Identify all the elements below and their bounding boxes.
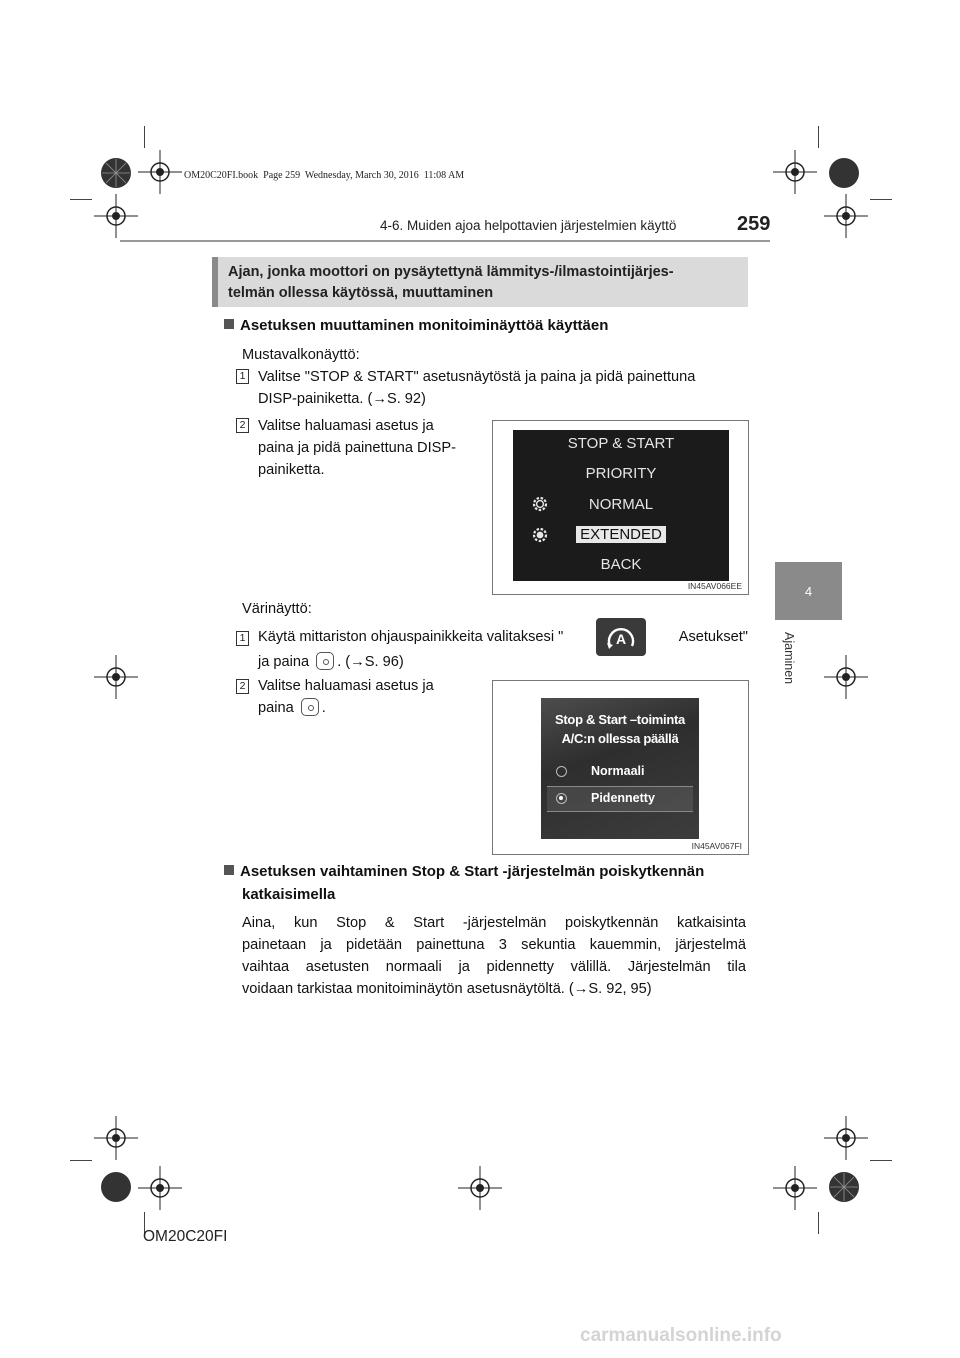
- bullet-square-icon: [224, 865, 234, 875]
- registration-mark-icon: [458, 1166, 502, 1210]
- section-title-box: [212, 257, 748, 307]
- body-paragraph: Aina, kun Stop & Start -järjestelmän poiskytkennän katkaisinta painetaan ja pidetään painettuna 3 sekuntia kauemmin, järjestelmä vaihtaa asetusten normaali ja pidennetty välillä. Järjestelmän tila voidaan tarkistaa monitoiminäytön asetusnäytöltä. (→S. 92, 95): [242, 915, 746, 997]
- step-text: Valitse "STOP & START" asetusnäytöstä ja paina ja pidä painettuna DISP-painiketta. (→S. 92): [258, 369, 696, 407]
- subsection-heading: Asetuksen muuttaminen monitoiminäyttöä käyttäen: [224, 314, 608, 337]
- mono-display-screen: [513, 430, 729, 581]
- color-target-icon: [101, 1172, 131, 1202]
- mono-display-label: Mustavalkonäyttö:: [242, 347, 360, 363]
- watermark: carmanualsonline.info: [580, 1325, 782, 1346]
- ok-button-icon: [316, 652, 334, 670]
- stop-start-icon: [596, 618, 646, 656]
- registration-mark-icon: [773, 150, 817, 194]
- step-number: 1: [236, 369, 249, 384]
- svg-text:A: A: [615, 631, 627, 647]
- color-display-figure: [492, 680, 749, 855]
- color-target-icon: [101, 158, 131, 188]
- crop-mark: [870, 199, 892, 200]
- book-stamp: OM20C20FI.book Page 259 Wednesday, March 30, 2016 11:08 AM: [184, 170, 465, 181]
- subsection-heading: Asetuksen vaihtaminen Stop & Start -järjestelmän poiskytkennän katkaisimella: [224, 860, 754, 906]
- registration-mark-icon: [94, 194, 138, 238]
- radio-off-icon: [556, 766, 567, 777]
- registration-mark-icon: [824, 655, 868, 699]
- registration-mark-icon: [94, 655, 138, 699]
- figure-code: IN45AV066EE: [687, 581, 742, 591]
- bullet-square-icon: [224, 319, 234, 329]
- running-header: 4-6. Muiden ajoa helpottavien järjestelmien käyttö: [380, 218, 677, 233]
- step-number: 2: [236, 418, 249, 433]
- crop-mark: [818, 126, 819, 148]
- chapter-number: 4: [804, 583, 813, 599]
- header-rule: [120, 240, 770, 242]
- step-text: Valitse haluamasi asetus ja paina ja pidä painettuna DISP- painiketta.: [258, 418, 456, 478]
- page-number: 259: [737, 213, 771, 235]
- section-title-line: Ajan, jonka moottori on pysäytettynä lämmitys-/ilmastointijärjes-: [228, 264, 674, 280]
- crop-mark: [70, 199, 92, 200]
- crop-mark: [70, 1160, 92, 1161]
- mono-menu-item: PRIORITY: [585, 465, 657, 482]
- figure-code: IN45AV067FI: [691, 841, 742, 851]
- mono-menu-item: NORMAL: [588, 496, 654, 513]
- registration-mark-icon: [824, 1116, 868, 1160]
- color-display-screen: [541, 698, 699, 839]
- step-text: Valitse haluamasi asetus ja paina .: [258, 678, 434, 716]
- registration-mark-icon: [824, 194, 868, 238]
- radio-on-icon: [556, 793, 567, 804]
- footer-code: OM20C20FI: [143, 1228, 228, 1245]
- section-title-line: telmän ollessa käytössä, muuttaminen: [228, 285, 494, 301]
- color-screen-subtitle: A/C:n ollessa päällä: [561, 731, 679, 746]
- mono-display-figure: [492, 420, 749, 595]
- ok-button-icon: [301, 698, 319, 716]
- chapter-title: Ajaminen: [782, 632, 796, 685]
- registration-mark-icon: [138, 150, 182, 194]
- mono-menu-item: BACK: [600, 556, 642, 573]
- color-option-selected: Pidennetty: [591, 791, 655, 805]
- step-text: Käytä mittariston ohjauspainikkeita valitaksesi " A Asetukset" ja paina . (→S. 96): [258, 623, 748, 673]
- chapter-tab: [775, 562, 842, 620]
- registration-mark-icon: [94, 1116, 138, 1160]
- mono-menu-title: STOP & START: [567, 435, 675, 452]
- step-number: 2: [236, 679, 249, 694]
- registration-mark-icon: [138, 1166, 182, 1210]
- color-display-label: Värinäyttö:: [242, 601, 312, 617]
- color-target-icon: [829, 1172, 859, 1202]
- registration-mark-icon: [773, 1166, 817, 1210]
- color-screen-title: Stop & Start –toiminta: [555, 712, 685, 727]
- crop-mark: [818, 1212, 819, 1234]
- color-option: Normaali: [591, 764, 645, 778]
- crop-mark: [870, 1160, 892, 1161]
- color-target-icon: [829, 158, 859, 188]
- crop-mark: [144, 126, 145, 148]
- step-number: 1: [236, 631, 249, 646]
- mono-menu-item-selected: EXTENDED: [513, 526, 729, 543]
